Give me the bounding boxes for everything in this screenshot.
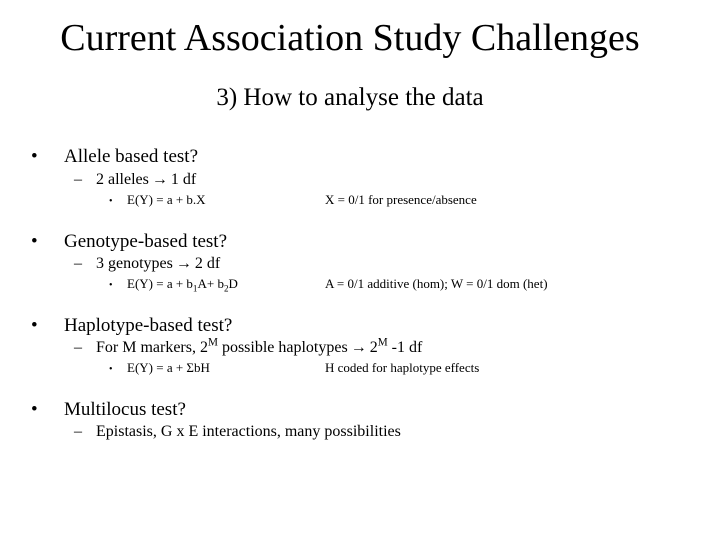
bullet-glyph: •: [109, 280, 113, 291]
subscript: 1: [192, 283, 198, 294]
sub-bullet-alleles-df: [74, 170, 196, 190]
bullet-glyph: •: [109, 196, 113, 207]
formula-genotype: [109, 275, 238, 295]
sub-bullet-genotypes-df: [74, 254, 220, 274]
note-allele: X = 0/1 for presence/absence: [325, 192, 477, 207]
sub-text: 3 genotypes: [96, 255, 173, 272]
formula-text: E(Y) = a + b.X: [127, 192, 206, 207]
slide-subtitle: 3) How to analyse the data: [216, 84, 484, 111]
dash-glyph: –: [74, 171, 82, 188]
superscript: M: [377, 336, 388, 349]
bullet-multilocus-test: [31, 398, 186, 422]
sub-text: For M markers, 2: [96, 339, 208, 356]
bullet-text: Allele based test?: [64, 146, 199, 167]
bullet-glyph: •: [31, 399, 38, 420]
formula-text: A+ b: [197, 276, 224, 291]
bullet-allele-test: [31, 145, 198, 169]
formula-allele: [109, 191, 206, 211]
bullet-haplotype-test: [31, 314, 232, 338]
bullet-text: Multilocus test?: [64, 399, 186, 420]
bullet-text: Genotype-based test?: [64, 231, 228, 252]
bullet-glyph: •: [31, 231, 38, 252]
note-genotype: A = 0/1 additive (hom); W = 0/1 dom (het): [325, 276, 548, 291]
subscript: 2: [223, 283, 229, 294]
bullet-glyph: •: [31, 146, 38, 167]
formula-haplotype: [109, 359, 210, 379]
note-haplotype: H coded for haplotype effects: [325, 360, 480, 375]
bullet-glyph: •: [31, 315, 38, 336]
bullet-text: Haplotype-based test?: [64, 315, 233, 336]
formula-text: D: [228, 276, 238, 291]
dash-glyph: –: [74, 339, 82, 356]
sub-text-after-arrow: 1 df: [170, 171, 197, 188]
sub-text: possible haplotypes: [217, 339, 348, 356]
sub-text: -1 df: [387, 339, 423, 356]
dash-glyph: –: [74, 255, 82, 272]
arrow-icon: →: [350, 339, 367, 356]
superscript: M: [207, 336, 218, 349]
dash-glyph: –: [74, 423, 82, 440]
bullet-glyph: •: [109, 364, 113, 375]
sub-bullet-haplotypes-df: [74, 338, 422, 358]
sub-text: Epistasis, G x E interactions, many possibilities: [96, 423, 401, 440]
formula-text: E(Y) = a + b: [127, 276, 193, 291]
formula-text: E(Y) = a + ΣbH: [127, 360, 210, 375]
sub-text-after-arrow: 2: [369, 339, 378, 356]
sub-text-after-arrow: 2 df: [194, 255, 221, 272]
slide-title: Current Association Study Challenges: [60, 17, 640, 59]
arrow-icon: →: [175, 255, 192, 272]
arrow-icon: →: [151, 171, 168, 188]
sub-text: 2 alleles: [96, 171, 149, 188]
bullet-genotype-test: [31, 230, 227, 254]
sub-bullet-epistasis: [74, 422, 401, 442]
